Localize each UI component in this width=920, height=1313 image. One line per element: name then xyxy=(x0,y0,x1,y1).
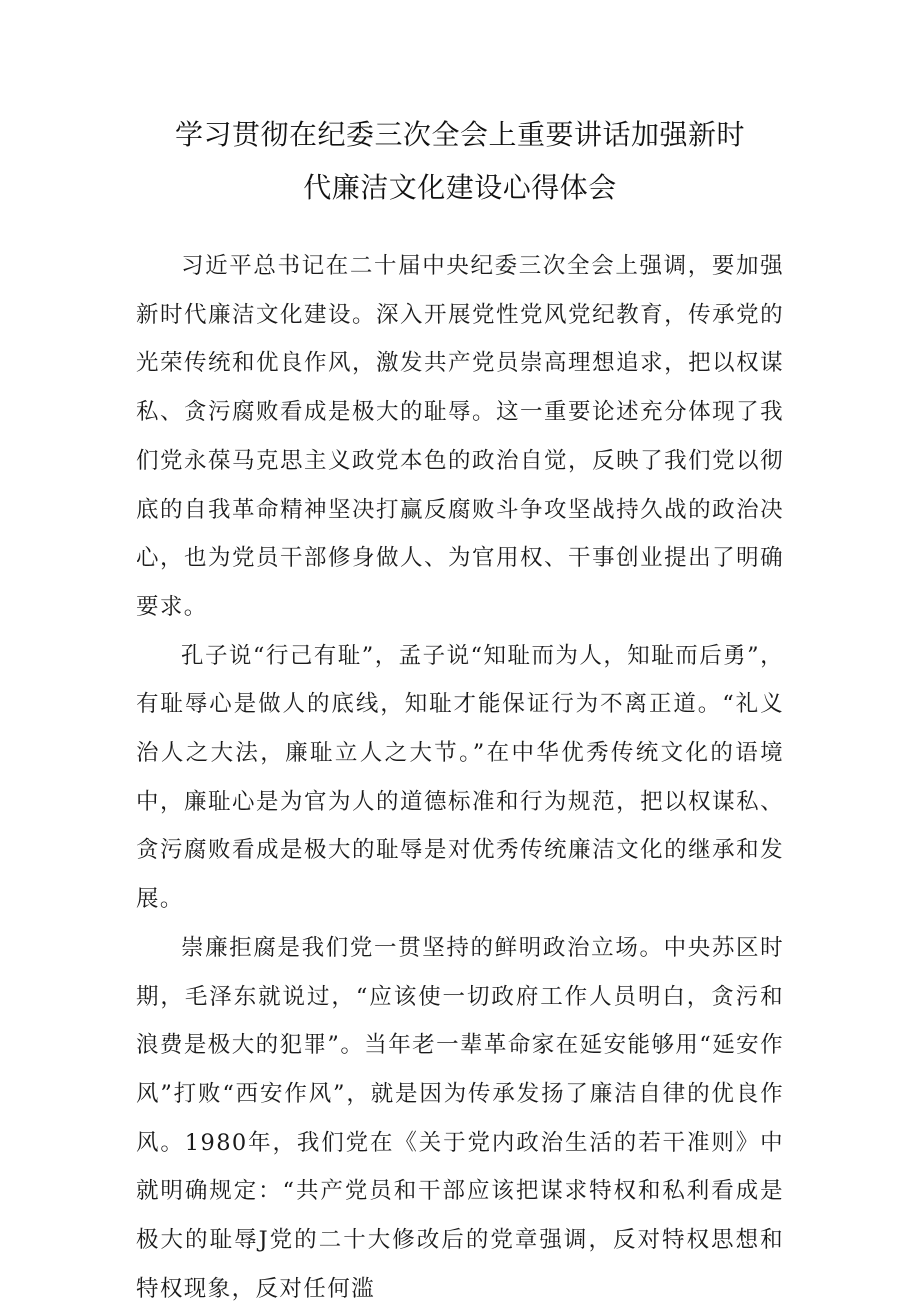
document-body xyxy=(136,242,784,1313)
title-line-1: 学习贯彻在纪委三次全会上重要讲话加强新时 xyxy=(174,118,745,151)
paragraph-3: 崇廉拒腐是我们党一贯坚持的鲜明政治立场。中央苏区时期，毛泽东就说过，“应该使一切政府工作人员明白，贪污和浪费是极大的犯罪”。当年老一辈革命家在延安能够用“延安作风”打败“西安作风”，就是因为传承发扬了廉洁自律的优良作风。1980年，我们党在《关于党内政治生活的若干准则》中就明确规定：“共产党员和干部应该把谋求特权和私利看成是极大的耻辱J党的二十大修改后的党章强调，反对特权思想和特权现象，反对任何滥 xyxy=(136,934,784,1302)
title-line-2: 代廉洁文化建设心得体会 xyxy=(303,171,617,204)
paragraph-1: 习近平总书记在二十届中央纪委三次全会上强调，要加强新时代廉洁文化建设。深入开展党性党风党纪教育，传承党的光荣传统和优良作风，激发共产党员崇高理想追求，把以权谋私、贪污腐败看成是极大的耻辱。这一重要论述充分体现了我们党永葆马克思主义政党本色的政治自觉，反映了我们党以彻底的自我革命精神坚决打赢反腐败斗争攻坚战持久战的政治决心，也为党员干部修身做人、为官用权、干事创业提出了明确要求。 xyxy=(136,253,784,620)
paragraph-2: 孔子说“行己有耻”，孟子说“知耻而为人，知耻而后勇”，有耻辱心是做人的底线，知耻才能保证行为不离正道。“礼义治人之大法，廉耻立人之大节。”在中华优秀传统文化的语境中，廉耻心是为官为人的道德标准和行为规范，把以权谋私、贪污腐败看成是极大的耻辱是对优秀传统廉洁文化的继承和发展。 xyxy=(136,642,784,913)
document-title xyxy=(120,108,800,214)
